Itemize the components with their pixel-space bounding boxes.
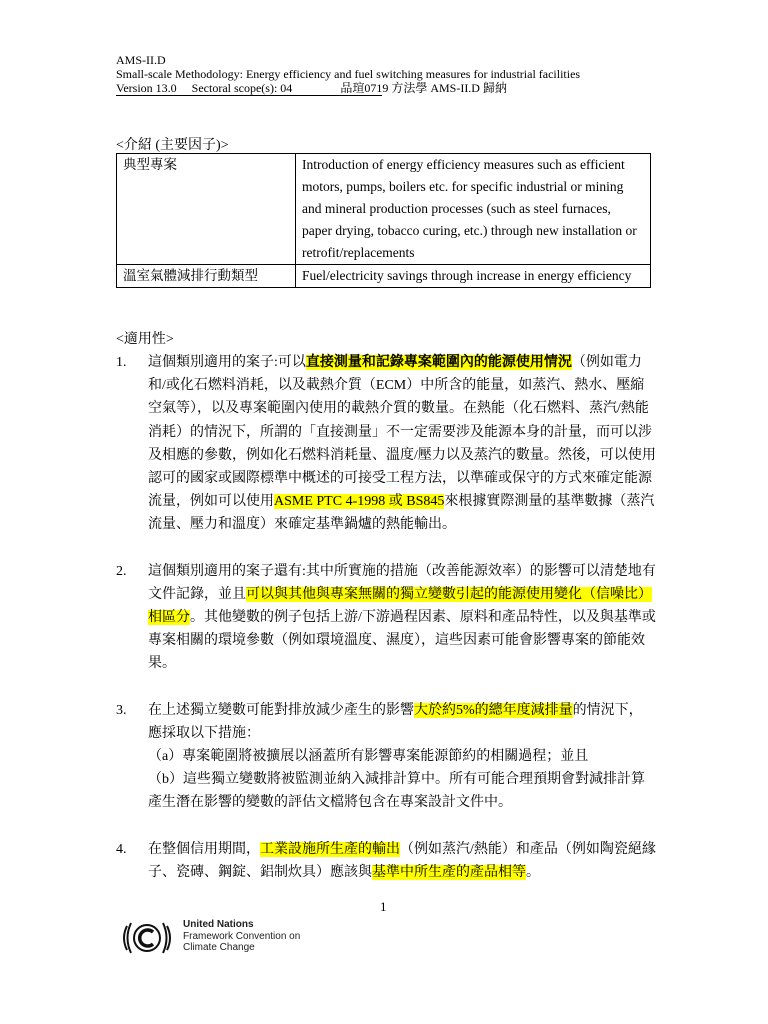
intro-table (116, 153, 651, 288)
logo-line: Framework Convention on (183, 930, 301, 942)
item-text: 來根據實際測量的基準數據（蒸汽流量、壓力和溫度）來確定基準鍋爐的熱能輸出。 (148, 494, 655, 533)
table-row (117, 154, 651, 265)
item-text: 。 (526, 864, 540, 880)
list-item (116, 699, 656, 815)
item-text: 的情況下，應採取以下措施： （a）專案範圍將被擴展以涵蓋所有影響專案能源節約的相關過程；並且 （b）這些獨立變數將被監測並納入減排計算中。所有可能合理預期會對減排計算產生潛在影響的變數的評估文檔將包含在專案設計文件中。 (148, 702, 645, 811)
highlighted-text: 工業設施所生產的輸出 (260, 841, 400, 857)
list-item (116, 560, 656, 676)
row-key: 典型專案 (117, 154, 296, 265)
row-key: 溫室氣體減排行動類型 (117, 265, 296, 288)
applicability-heading: <適用性> (116, 332, 174, 347)
version: Version 13.0 (116, 81, 177, 95)
row-value: Fuel/electricity savings through increase in energy efficiency (296, 265, 651, 288)
highlighted-text: ASME PTC 4-1998 或 BS845 (274, 494, 445, 510)
intro-heading: <介紹 (主要因子)> (116, 138, 229, 153)
item-text: 。其他變數的例子包括上游/下游過程因素、原料和產品特性，以及與基準或專案相關的環境參數（例如環境溫度、濕度），這些因素可能會影響專案的節能效果。 (148, 610, 656, 672)
item-text: 在整個信用期間， (148, 841, 260, 857)
item-number: 3. (116, 702, 127, 718)
methodology-code: AMS-II.D (116, 53, 166, 67)
highlighted-text: 直接測量和記錄專案範圍內的能源使用情況 (305, 355, 572, 370)
document-header (116, 53, 580, 95)
list-item (116, 838, 656, 884)
logo-line: United Nations (183, 919, 254, 930)
item-text: （例如電力和/或化石燃料消耗，以及載熱介質（ECM）中所含的能量，如蒸汽、熱水、壓縮空氣等），以及專案範圍內使用的載熱介質的數量。在熱能（化石燃料、蒸汽/熱能消耗）的情況下，所謂的「直接測量」不一定需要涉及能源本身的計量，而可以涉及相應的參數，例如化石燃料消耗量、溫度/壓力以及蒸汽的數量。然後，可以使用認可的國家或國際標準中概述的可接受工程方法，以準確或保守的方式來確定能源流量，例如可以使用 (148, 355, 656, 510)
item-number: 2. (116, 563, 127, 579)
list-item (116, 351, 656, 537)
unfccc-logo-text (183, 919, 300, 954)
highlighted-text: 大於約5%的總年度減排量 (414, 702, 573, 718)
sectoral-scope: Sectoral scope(s): 04 (191, 81, 293, 95)
item-number: 4. (116, 841, 127, 857)
highlighted-text: 基準中所生產的產品相等 (372, 864, 526, 880)
table-row (117, 265, 651, 288)
unfccc-logo-icon (117, 916, 177, 960)
methodology-title: Small-scale Methodology: Energy efficiency and fuel switching measures for industrial facilities (116, 67, 581, 81)
logo-line: Climate Change (183, 942, 255, 953)
header-rule (116, 95, 382, 96)
item-text: 這個類別適用的案子:可以 (148, 355, 306, 370)
applicability-list (116, 351, 656, 907)
version-line (116, 81, 580, 95)
item-text: （例如蒸汽/熱能）和產品（例如陶瓷絕緣子、瓷磚、鋼錠、鋁制炊具）應該與 (148, 841, 656, 880)
item-text: 這個類別適用的案子還有:其中所實施的措施（改善能源效率）的影響可以清楚地有文件記錄，並且 (148, 563, 656, 602)
highlighted-text: 可以與其他與專案無關的獨立變數引起的能源使用變化（信噪比）相區分 (148, 586, 652, 626)
item-text: 在上述獨立變數可能對排放減少產生的影響 (148, 702, 414, 718)
row-value: Introduction of energy efficiency measures such as efficient motors, pumps, boilers etc. for specific industrial or mining and mineral production processes (such as steel furnaces, paper drying, tobacco curing, etc.) through new installation or retrofit/replacements (296, 154, 651, 265)
header-note: 品瑄0719 方法學 AMS-II.D 歸納 (340, 81, 507, 95)
item-number: 1. (116, 355, 127, 370)
page-number: 1 (380, 899, 387, 914)
